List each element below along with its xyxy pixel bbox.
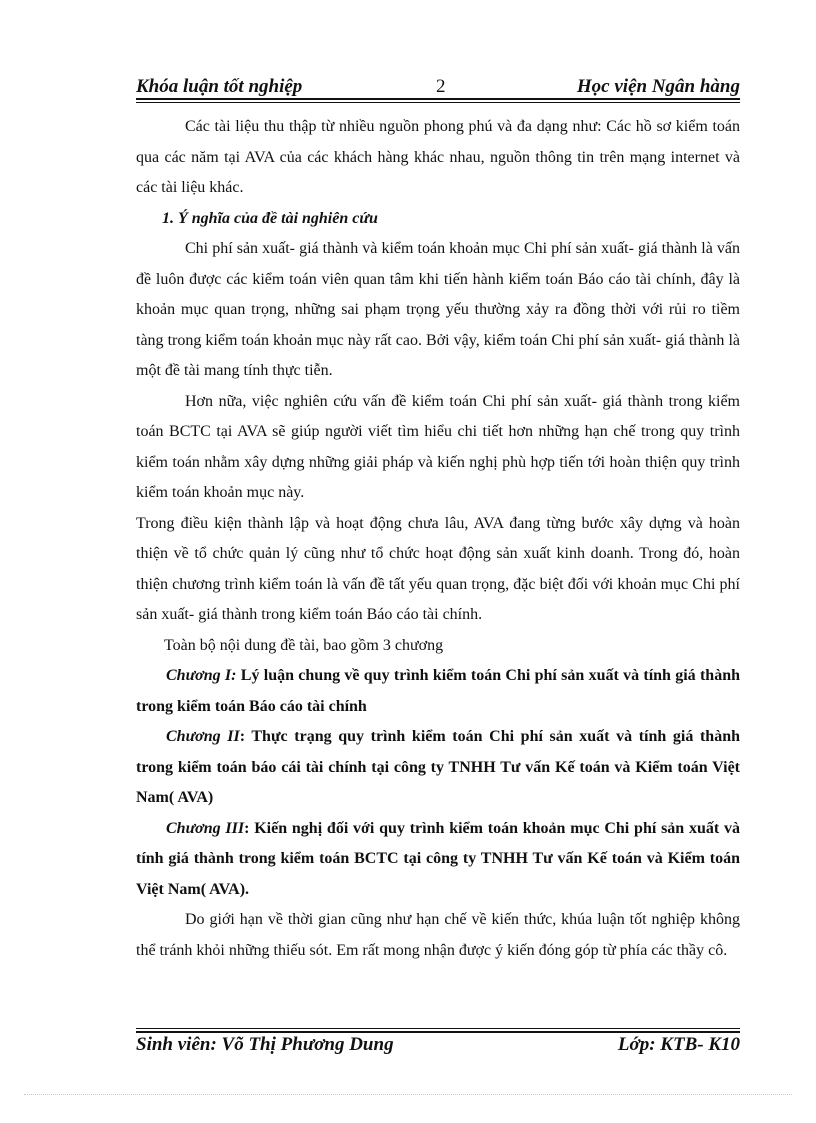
footer-rule-thin: [136, 1028, 740, 1029]
chapter-1-text: Lý luận chung về quy trình kiểm toán Chi phí sản xuất và tính giá thành trong kiểm toán Báo cáo tài chính: [136, 667, 741, 715]
footer-student: Sinh viên: Võ Thị Phương Dung: [136, 1034, 394, 1055]
header-title-left: Khóa luận tốt nghiệp: [136, 76, 303, 97]
paragraph-sources: Các tài liệu thu thập từ nhiều nguồn phong phú và đa dạng như: Các hồ sơ kiểm toán qua các năm tại AVA của các khách hàng khác nhau, nguồn thông tin trên mạng internet và các tài liệu khác.: [136, 118, 740, 196]
document-body: [136, 112, 740, 966]
chapter-1: [136, 661, 740, 722]
chapter-3-label: Chương III: [166, 819, 245, 837]
chapter-2: [136, 722, 740, 814]
header-title-right: Học viện Ngân hàng: [576, 76, 740, 97]
chapter-3: [136, 814, 740, 906]
paragraph-context: Trong điều kiện thành lập và hoạt động chưa lâu, AVA đang từng bước xây dựng và hoàn thiện về tổ chức quản lý cũng như tổ chức hoạt động sản xuất kinh doanh. Trong đó, hoàn thiện chương trình kiểm toán là vấn đề tất yếu quan trọng, đặc biệt đối với khoản mục Chi phí sản xuất- giá thành trong kiểm toán Báo cáo tài chính.: [136, 514, 740, 623]
page-footer: [136, 1034, 740, 1060]
chapter-1-label: Chương I:: [166, 667, 237, 684]
paragraph-research: Hơn nữa, việc nghiên cứu vấn đề kiểm toán Chi phí sản xuất- giá thành trong kiểm toán BCTC tại AVA sẽ giúp người viết tìm hiểu chi tiết hơn những hạn chế trong quy trình kiểm toán nhằm xây dựng những giải pháp và kiến nghị phù hợp tiến tới hoàn thiện quy trình kiểm toán khoản mục này.: [136, 392, 740, 501]
page-number: 2: [436, 76, 446, 97]
paragraph-closing: Do giới hạn về thời gian cũng như hạn chế về kiến thức, khúa luận tốt nghiệp không thể tránh khỏi những thiếu sót. Em rất mong nhận được ý kiến đóng góp từ phía các thầy cô.: [136, 911, 740, 959]
chapter-3-text: : Kiến nghị đối với quy trình kiểm toán khoản mục Chi phí sản xuất và tính giá thành trong kiểm toán BCTC tại công ty TNHH Tư vấn Kế toán và Kiểm toán Việt Nam( AVA).: [136, 819, 740, 898]
paragraph-structure: Toàn bộ nội dung đề tài, bao gồm 3 chương: [164, 636, 444, 654]
page-header: [136, 72, 740, 98]
footer-rule-thick: [136, 1031, 740, 1033]
chapter-2-label: Chương II: [166, 728, 240, 745]
header-rule-thick: [136, 98, 740, 100]
page-bottom-dotted-line: [24, 1094, 792, 1095]
footer-class: Lớp: KTB- K10: [617, 1034, 740, 1055]
paragraph-significance: Chi phí sản xuất- giá thành và kiểm toán khoản mục Chi phí sản xuất- giá thành là vấn đề luôn được các kiểm toán viên quan tâm khi tiến hành kiểm toán Báo cáo tài chính, đây là khoản mục quan trọng, những sai phạm trọng yếu thường xảy ra đồng thời với rủi ro tiềm tàng trong kiểm toán khoản mục này rất cao. Bởi vậy, kiểm toán Chi phí sản xuất- giá thành là một đề tài mang tính thực tiễn.: [136, 240, 740, 379]
section-heading: 1. Ý nghĩa của đề tài nghiên cứu: [162, 209, 378, 227]
header-rule-thin: [136, 102, 740, 103]
chapter-2-text: : Thực trạng quy trình kiểm toán Chi phí sản xuất và tính giá thành trong kiểm toán báo cái tài chính tại công ty TNHH Tư vấn Kế toán và Kiểm toán Việt Nam( AVA): [136, 728, 741, 806]
